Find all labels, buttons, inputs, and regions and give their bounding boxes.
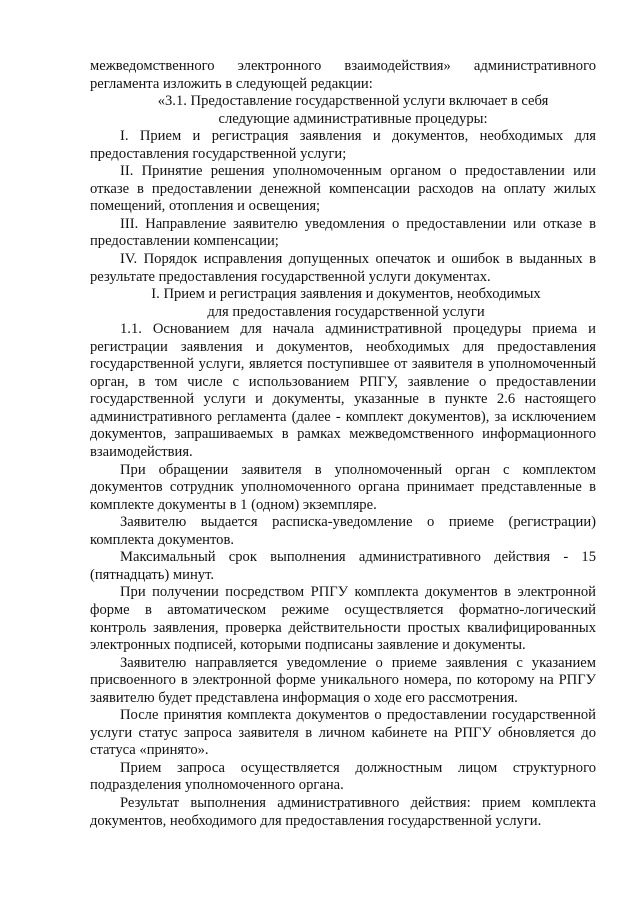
paragraph-responsible: Прием запроса осуществляется должностным лицом структурного подразделения уполномоченного органа. (90, 759, 596, 794)
paragraph-result: Результат выполнения административного действия: прием комплекта документов, необходимого для предоставления государственной услуги. (90, 794, 596, 829)
paragraph-submission: При обращении заявителя в уполномоченный орган с комплектом документов сотрудник уполномоченного органа принимает представленные в комплекте документы в 1 (одном) экземпляре. (90, 461, 596, 513)
procedure-item-2: II. Принятие решения уполномоченным органом о предоставлении или отказе в предоставлении денежной компенсации расходов на оплату жилых помещений, отопления и освещения; (90, 163, 596, 215)
paragraph-notification: Заявителю направляется уведомление о приеме заявления с указанием присвоенного в электронной форме уникального номера, по которому на РПГУ заявителю будет представлена информация о ходе его рассмотрения. (90, 654, 596, 706)
paragraph-receipt: Заявителю выдается расписка-уведомление о приеме (регистрации) комплекта документов. (90, 514, 596, 548)
paragraph-status-update: После принятия комплекта документов о предоставлении государственной услуги статус запроса заявителя в личном кабинете на РПГУ обновляется до статуса «принято». (90, 707, 596, 759)
section-heading-line-2: следующие административные процедуры: (218, 110, 488, 127)
procedure-item-1: I. Прием и регистрация заявления и документов, необходимых для предоставления государственной услуги; (90, 128, 596, 162)
document-page (90, 58, 596, 830)
paragraph-max-time: Максимальный срок выполнения административного действия - 15 (пятнадцать) минут. (90, 549, 596, 583)
paragraph-intro: межведомственного электронного взаимодействия» административного регламента изложить в следующей редакции: (90, 58, 596, 92)
subsection-heading-line-1: I. Прием и регистрация заявления и документов, необходимых (151, 286, 541, 303)
paragraph-1-1: 1.1. Основанием для начала административной процедуры приема и регистрации заявления и документов, необходимых для предоставления государственной услуги, является поступившее от заявителя в уполномоченный орган, в том числе с использованием РПГУ, заявление о предоставлении государственной услуги и документы, указанные в пункте 2.6 настоящего административного регламента (далее - комплект документов), за исключением документов, запрашиваемых в рамках межведомственного информационного взаимодействия. (90, 321, 596, 461)
subsection-heading-line-2: для предоставления государственной услуги (207, 303, 485, 320)
procedure-item-4: IV. Порядок исправления допущенных опечаток и ошибок в выданных в результате предоставления государственной услуги документах. (90, 251, 596, 285)
section-heading-line-1: «3.1. Предоставление государственной услуги включает в себя (157, 93, 549, 110)
procedure-item-3: III. Направление заявителю уведомления о предоставлении или отказе в предоставлении компенсации; (90, 215, 596, 250)
paragraph-electronic-submission: При получении посредством РПГУ комплекта документов в электронной форме в автоматическом режиме осуществляется форматно-логический контроль заявления, проверка действительности простых квалифицированных электронных подписей, которыми подписаны заявление и документы. (90, 584, 596, 654)
